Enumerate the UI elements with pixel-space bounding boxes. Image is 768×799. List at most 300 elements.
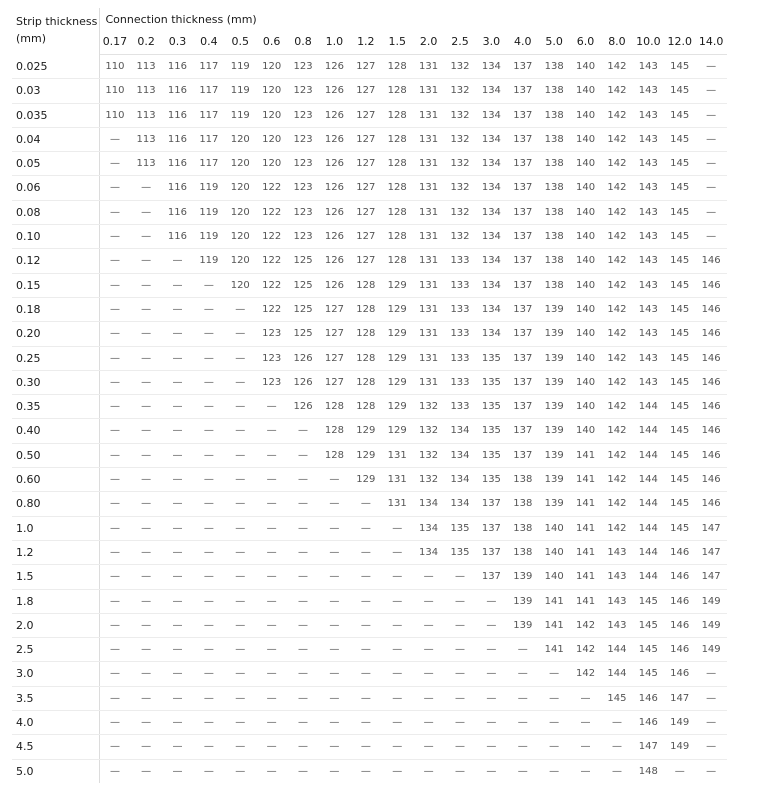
table-cell: — bbox=[382, 516, 413, 540]
table-cell: — bbox=[319, 492, 350, 516]
table-cell: — bbox=[193, 686, 224, 710]
table-cell: — bbox=[130, 662, 161, 686]
table-row bbox=[12, 711, 727, 735]
table-cell: 125 bbox=[287, 322, 318, 346]
table-cell: — bbox=[350, 735, 381, 759]
table-cell: 143 bbox=[633, 152, 664, 176]
table-cell: — bbox=[162, 686, 193, 710]
table-cell: 139 bbox=[538, 443, 569, 467]
table-cell: 145 bbox=[664, 127, 695, 151]
row-label: 0.04 bbox=[12, 127, 99, 151]
table-cell: — bbox=[162, 322, 193, 346]
table-cell: — bbox=[256, 735, 287, 759]
table-cell: — bbox=[444, 589, 475, 613]
table-cell: 145 bbox=[601, 686, 632, 710]
table-cell: 138 bbox=[507, 468, 538, 492]
table-cell: — bbox=[287, 662, 318, 686]
table-cell: 140 bbox=[570, 103, 601, 127]
table-row bbox=[12, 103, 727, 127]
table-cell: 128 bbox=[319, 443, 350, 467]
table-cell: 141 bbox=[570, 443, 601, 467]
table-cell: — bbox=[319, 735, 350, 759]
table-cell: — bbox=[130, 200, 161, 224]
table-cell: — bbox=[99, 735, 130, 759]
table-cell: 110 bbox=[99, 103, 130, 127]
table-cell: — bbox=[99, 565, 130, 589]
table-cell: 137 bbox=[507, 55, 538, 79]
table-cell: 123 bbox=[287, 225, 318, 249]
table-cell: 137 bbox=[507, 370, 538, 394]
table-cell: 145 bbox=[664, 152, 695, 176]
table-cell: — bbox=[99, 516, 130, 540]
table-cell: 143 bbox=[633, 249, 664, 273]
table-cell: — bbox=[695, 55, 726, 79]
table-cell: — bbox=[476, 662, 507, 686]
table-cell: 127 bbox=[350, 79, 381, 103]
table-cell: — bbox=[454, 765, 465, 777]
table-cell: 129 bbox=[382, 395, 413, 419]
table-cell: — bbox=[580, 765, 591, 777]
table-cell: 129 bbox=[382, 370, 413, 394]
table-cell: 141 bbox=[570, 516, 601, 540]
table-cell: 120 bbox=[225, 127, 256, 151]
table-cell: — bbox=[256, 589, 287, 613]
table-cell: 138 bbox=[538, 79, 569, 103]
table-cell: — bbox=[444, 613, 475, 637]
table-cell: — bbox=[225, 662, 256, 686]
table-cell: 144 bbox=[633, 492, 664, 516]
table-cell: 128 bbox=[350, 322, 381, 346]
table-row bbox=[12, 492, 727, 516]
table-cell: — bbox=[130, 419, 161, 443]
table-cell: 117 bbox=[193, 55, 224, 79]
table-cell: 120 bbox=[256, 152, 287, 176]
table-cell: — bbox=[350, 540, 381, 564]
table-cell: 142 bbox=[601, 200, 632, 224]
table-cell: — bbox=[99, 540, 130, 564]
table-cell: — bbox=[162, 443, 193, 467]
table-cell: 134 bbox=[444, 492, 475, 516]
table-cell: — bbox=[225, 711, 256, 735]
table-cell: 119 bbox=[193, 200, 224, 224]
table-cell: — bbox=[444, 711, 475, 735]
table-cell: — bbox=[287, 443, 318, 467]
table-cell: — bbox=[476, 638, 507, 662]
table-cell: — bbox=[193, 565, 224, 589]
table-cell: 127 bbox=[350, 55, 381, 79]
table-cell: — bbox=[225, 638, 256, 662]
table-cell: — bbox=[162, 565, 193, 589]
table-row bbox=[12, 127, 727, 151]
table-cell: 140 bbox=[570, 395, 601, 419]
table-cell: 132 bbox=[413, 395, 444, 419]
table-cell: 146 bbox=[664, 613, 695, 637]
table-cell: 120 bbox=[225, 200, 256, 224]
table-cell: 123 bbox=[287, 152, 318, 176]
table-row bbox=[12, 613, 727, 637]
column-header: 0.4 bbox=[193, 30, 224, 55]
table-cell: 133 bbox=[444, 322, 475, 346]
table-cell: 142 bbox=[601, 297, 632, 321]
table-cell: 132 bbox=[413, 468, 444, 492]
table-cell: — bbox=[162, 540, 193, 564]
table-cell: 131 bbox=[413, 176, 444, 200]
table-cell: 128 bbox=[350, 273, 381, 297]
table-cell: 139 bbox=[538, 492, 569, 516]
table-cell: 142 bbox=[601, 79, 632, 103]
table-cell: — bbox=[193, 297, 224, 321]
table-cell: 117 bbox=[193, 79, 224, 103]
table-cell: — bbox=[193, 638, 224, 662]
table-cell: — bbox=[225, 565, 256, 589]
table-cell: 127 bbox=[350, 200, 381, 224]
table-cell: 141 bbox=[538, 638, 569, 662]
table-cell: — bbox=[319, 589, 350, 613]
table-row bbox=[12, 589, 727, 613]
table-cell: 125 bbox=[287, 297, 318, 321]
table-cell: 147 bbox=[664, 686, 695, 710]
table-cell: 113 bbox=[130, 127, 161, 151]
table-cell: — bbox=[570, 711, 601, 735]
table-cell: — bbox=[287, 540, 318, 564]
table-cell: 123 bbox=[287, 79, 318, 103]
table-cell: 116 bbox=[162, 103, 193, 127]
table-cell: 134 bbox=[476, 103, 507, 127]
table-cell: 138 bbox=[538, 249, 569, 273]
table-cell: 129 bbox=[350, 443, 381, 467]
table-cell: 144 bbox=[633, 540, 664, 564]
table-row bbox=[12, 686, 727, 710]
table-cell: 129 bbox=[382, 273, 413, 297]
table-cell: 145 bbox=[664, 103, 695, 127]
table-cell: 144 bbox=[601, 638, 632, 662]
table-cell: 116 bbox=[162, 127, 193, 151]
table-cell: — bbox=[256, 468, 287, 492]
table-cell: 139 bbox=[507, 613, 538, 637]
table-cell: — bbox=[99, 273, 130, 297]
connection-thickness-header: Connection thickness (mm) bbox=[105, 13, 257, 26]
table-cell: 127 bbox=[350, 152, 381, 176]
row-label: 0.18 bbox=[12, 297, 99, 321]
table-cell: 129 bbox=[382, 346, 413, 370]
table-cell: — bbox=[287, 735, 318, 759]
column-header: 1.0 bbox=[319, 30, 350, 55]
table-cell: 140 bbox=[570, 127, 601, 151]
row-label: 0.03 bbox=[12, 79, 99, 103]
table-cell: 135 bbox=[476, 395, 507, 419]
table-cell: 131 bbox=[413, 55, 444, 79]
table-cell: — bbox=[382, 589, 413, 613]
table-cell: — bbox=[225, 589, 256, 613]
table-cell: — bbox=[109, 765, 120, 777]
column-header: 1.5 bbox=[382, 30, 413, 55]
table-cell: 126 bbox=[287, 395, 318, 419]
table-cell: 137 bbox=[507, 419, 538, 443]
table-cell: 135 bbox=[444, 516, 475, 540]
table-cell: 134 bbox=[476, 273, 507, 297]
table-cell: 143 bbox=[633, 273, 664, 297]
table-cell: — bbox=[99, 346, 130, 370]
table-cell: — bbox=[444, 686, 475, 710]
table-cell: — bbox=[413, 565, 444, 589]
table-row bbox=[12, 540, 727, 564]
table-cell: 137 bbox=[507, 225, 538, 249]
table-cell: 137 bbox=[507, 297, 538, 321]
table-cell: — bbox=[413, 662, 444, 686]
row-label: 0.10 bbox=[12, 225, 99, 249]
column-header: 1.2 bbox=[350, 30, 381, 55]
table-cell: 128 bbox=[382, 103, 413, 127]
table-cell: — bbox=[507, 638, 538, 662]
column-header: 12.0 bbox=[664, 30, 695, 55]
table-cell: — bbox=[611, 765, 622, 777]
table-cell: — bbox=[130, 443, 161, 467]
table-cell: 143 bbox=[633, 225, 664, 249]
table-cell: 133 bbox=[444, 346, 475, 370]
table-cell: 140 bbox=[538, 540, 569, 564]
table-cell: — bbox=[99, 686, 130, 710]
table-cell: 134 bbox=[413, 540, 444, 564]
table-cell: — bbox=[99, 638, 130, 662]
table-cell: 134 bbox=[476, 322, 507, 346]
table-cell: — bbox=[162, 638, 193, 662]
table-cell: 131 bbox=[413, 103, 444, 127]
table-cell: 146 bbox=[695, 370, 726, 394]
column-header-row bbox=[12, 30, 727, 55]
table-cell: — bbox=[256, 419, 287, 443]
table-cell: 146 bbox=[695, 395, 726, 419]
table-cell: 132 bbox=[444, 152, 475, 176]
table-cell: — bbox=[538, 662, 569, 686]
table-cell: 138 bbox=[507, 540, 538, 564]
table-cell: 133 bbox=[444, 249, 475, 273]
table-cell: — bbox=[382, 638, 413, 662]
table-cell: 122 bbox=[256, 297, 287, 321]
table-cell: — bbox=[507, 735, 538, 759]
table-cell: 140 bbox=[570, 273, 601, 297]
table-cell: 110 bbox=[99, 55, 130, 79]
table-cell: 143 bbox=[633, 200, 664, 224]
table-cell: 119 bbox=[225, 103, 256, 127]
table-cell: — bbox=[382, 735, 413, 759]
table-cell: 127 bbox=[350, 225, 381, 249]
table-cell: 123 bbox=[287, 127, 318, 151]
table-cell: — bbox=[298, 765, 309, 777]
table-cell: 137 bbox=[507, 176, 538, 200]
table-cell: 134 bbox=[444, 443, 475, 467]
table-cell: 135 bbox=[476, 443, 507, 467]
table-cell: 141 bbox=[570, 565, 601, 589]
table-cell: 120 bbox=[256, 55, 287, 79]
table-cell: 137 bbox=[507, 79, 538, 103]
table-cell: 145 bbox=[664, 443, 695, 467]
table-cell: 126 bbox=[319, 273, 350, 297]
table-cell: 139 bbox=[507, 565, 538, 589]
table-cell: 138 bbox=[538, 200, 569, 224]
table-cell: 138 bbox=[538, 176, 569, 200]
table-cell: 140 bbox=[538, 565, 569, 589]
table-cell: 139 bbox=[538, 370, 569, 394]
table-row bbox=[12, 273, 727, 297]
table-cell: — bbox=[130, 540, 161, 564]
row-label: 0.25 bbox=[12, 346, 99, 370]
column-header: 0.6 bbox=[256, 30, 287, 55]
table-cell: — bbox=[413, 735, 444, 759]
table-cell: 116 bbox=[162, 152, 193, 176]
table-cell: 137 bbox=[476, 492, 507, 516]
table-cell: 141 bbox=[570, 540, 601, 564]
table-row bbox=[12, 249, 727, 273]
table-cell: 138 bbox=[538, 273, 569, 297]
table-cell: — bbox=[287, 419, 318, 443]
row-label: 1.8 bbox=[12, 589, 99, 613]
row-label: 0.50 bbox=[12, 443, 99, 467]
table-cell: 126 bbox=[287, 370, 318, 394]
table-cell: — bbox=[695, 200, 726, 224]
table-cell: 143 bbox=[633, 127, 664, 151]
table-cell: 146 bbox=[664, 662, 695, 686]
table-cell: 140 bbox=[570, 297, 601, 321]
table-cell: — bbox=[193, 613, 224, 637]
table-cell: 122 bbox=[256, 273, 287, 297]
table-cell: 149 bbox=[664, 711, 695, 735]
table-cell: 143 bbox=[633, 297, 664, 321]
table-cell: — bbox=[193, 395, 224, 419]
table-cell: 113 bbox=[130, 152, 161, 176]
table-cell: 140 bbox=[570, 176, 601, 200]
table-cell: — bbox=[225, 468, 256, 492]
table-cell: — bbox=[193, 492, 224, 516]
table-cell: 131 bbox=[413, 79, 444, 103]
table-cell: — bbox=[130, 297, 161, 321]
table-cell: 138 bbox=[538, 152, 569, 176]
table-cell: — bbox=[507, 686, 538, 710]
column-header: 14.0 bbox=[695, 30, 726, 55]
table-cell: 128 bbox=[350, 395, 381, 419]
table-cell: 131 bbox=[382, 443, 413, 467]
table-cell: — bbox=[193, 322, 224, 346]
row-label: 0.05 bbox=[12, 152, 99, 176]
table-cell: 145 bbox=[664, 516, 695, 540]
table-cell: 132 bbox=[413, 443, 444, 467]
column-header: 2.0 bbox=[413, 30, 444, 55]
table-cell: 143 bbox=[601, 589, 632, 613]
table-cell: 134 bbox=[413, 516, 444, 540]
table-cell: — bbox=[695, 225, 726, 249]
table-cell: — bbox=[162, 419, 193, 443]
table-cell: — bbox=[256, 492, 287, 516]
table-cell: — bbox=[162, 492, 193, 516]
table-cell: 141 bbox=[570, 492, 601, 516]
table-cell: — bbox=[162, 589, 193, 613]
table-cell: — bbox=[695, 686, 726, 710]
table-cell: — bbox=[162, 273, 193, 297]
table-cell: 129 bbox=[382, 322, 413, 346]
table-cell: 131 bbox=[413, 152, 444, 176]
table-cell: 143 bbox=[633, 346, 664, 370]
table-cell: — bbox=[476, 686, 507, 710]
table-cell: — bbox=[517, 765, 528, 777]
table-cell: 149 bbox=[695, 613, 726, 637]
table-row bbox=[12, 152, 727, 176]
table-cell: — bbox=[319, 686, 350, 710]
table-cell: — bbox=[130, 516, 161, 540]
column-header: 10.0 bbox=[633, 30, 664, 55]
table-cell: — bbox=[256, 711, 287, 735]
table-cell: — bbox=[570, 686, 601, 710]
table-cell: — bbox=[287, 516, 318, 540]
table-cell: 139 bbox=[538, 395, 569, 419]
table-cell: 117 bbox=[193, 152, 224, 176]
table-row bbox=[12, 176, 727, 200]
table-cell: 137 bbox=[476, 516, 507, 540]
row-label: 0.12 bbox=[12, 249, 99, 273]
table-cell: — bbox=[287, 468, 318, 492]
table-cell: 140 bbox=[570, 322, 601, 346]
column-header: 2.5 bbox=[444, 30, 475, 55]
table-cell: 128 bbox=[350, 346, 381, 370]
table-cell: 119 bbox=[225, 79, 256, 103]
row-label: 4.5 bbox=[12, 735, 99, 759]
row-label: 0.035 bbox=[12, 103, 99, 127]
table-cell: 120 bbox=[256, 103, 287, 127]
table-cell: 143 bbox=[601, 565, 632, 589]
table-cell: — bbox=[287, 589, 318, 613]
table-cell: 127 bbox=[319, 370, 350, 394]
table-cell: — bbox=[99, 613, 130, 637]
table-cell: 137 bbox=[507, 346, 538, 370]
table-cell: — bbox=[225, 492, 256, 516]
table-cell: 120 bbox=[225, 152, 256, 176]
table-cell: — bbox=[329, 765, 340, 777]
table-cell: 132 bbox=[444, 176, 475, 200]
table-cell: — bbox=[601, 711, 632, 735]
table-cell: 123 bbox=[256, 370, 287, 394]
table-cell: — bbox=[130, 613, 161, 637]
table-cell: 131 bbox=[413, 322, 444, 346]
table-cell: — bbox=[476, 613, 507, 637]
row-label: 2.0 bbox=[12, 613, 99, 637]
table-cell: — bbox=[444, 662, 475, 686]
table-cell: — bbox=[193, 443, 224, 467]
column-header: 5.0 bbox=[538, 30, 569, 55]
table-cell: — bbox=[695, 152, 726, 176]
table-cell: — bbox=[256, 443, 287, 467]
table-cell: 141 bbox=[570, 468, 601, 492]
table-cell: 142 bbox=[601, 152, 632, 176]
table-cell: — bbox=[193, 370, 224, 394]
table-cell: — bbox=[130, 249, 161, 273]
table-cell: 134 bbox=[476, 55, 507, 79]
table-cell: 145 bbox=[664, 225, 695, 249]
table-cell: — bbox=[350, 589, 381, 613]
table-row bbox=[12, 225, 727, 249]
column-header: 0.2 bbox=[130, 30, 161, 55]
table-cell: 142 bbox=[601, 395, 632, 419]
table-cell: — bbox=[695, 735, 726, 759]
row-label: 0.15 bbox=[12, 273, 99, 297]
table-cell: 134 bbox=[476, 176, 507, 200]
table-cell: — bbox=[706, 765, 717, 777]
table-cell: — bbox=[360, 765, 371, 777]
table-cell: — bbox=[413, 711, 444, 735]
row-label: 0.08 bbox=[12, 200, 99, 224]
table-row bbox=[12, 322, 727, 346]
table-cell: 146 bbox=[633, 686, 664, 710]
table-cell: — bbox=[444, 565, 475, 589]
table-cell: 131 bbox=[413, 370, 444, 394]
table-cell: 142 bbox=[601, 103, 632, 127]
